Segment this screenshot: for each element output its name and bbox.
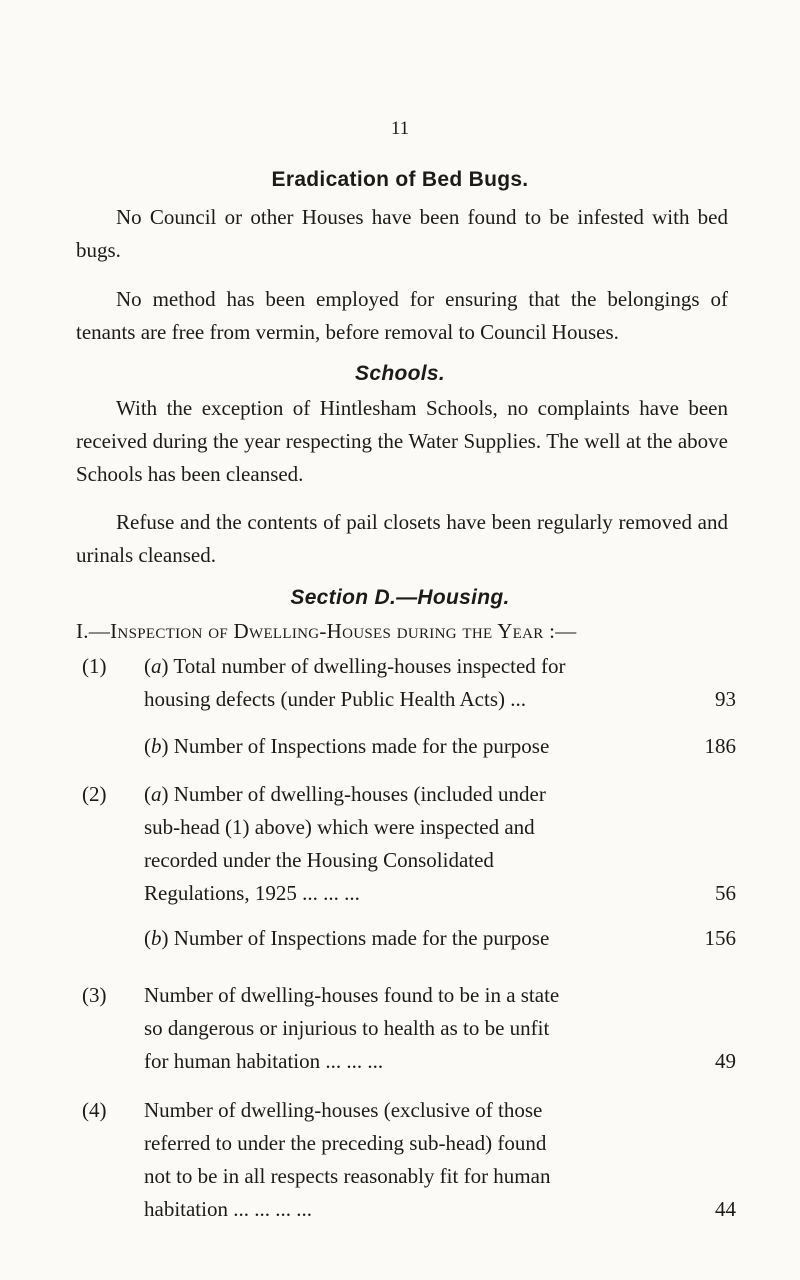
item-text-line: (b) Number of Inspections made for the purpose: [144, 734, 550, 758]
item-text-line: habitation ... ... ... ...: [144, 1197, 312, 1221]
item-text-line: (a) Total number of dwelling-houses inspected for: [144, 654, 566, 678]
paragraph-schools-2: Refuse and the contents of pail closets have been regularly removed and urinals cleansed.: [76, 510, 728, 567]
item-value: 49: [715, 1049, 736, 1073]
item-value: 186: [704, 734, 736, 758]
paragraph-schools-1: With the exception of Hintlesham Schools, no complaints have been received during the year respecting the Water Supplies. The well at the above Schools has been cleansed.: [76, 396, 728, 486]
item-text-line: (b) Number of Inspections made for the purpose: [144, 926, 550, 950]
heading-bed-bugs: Eradication of Bed Bugs.: [271, 168, 529, 191]
list-item-1a: [76, 650, 736, 720]
paragraph-bed-bugs-2: No method has been employed for ensuring that the belongings of tenants are free from vermin, before removal to Council Houses.: [76, 287, 728, 344]
item-value: 93: [715, 687, 736, 711]
item-text-line: not to be in all respects reasonably fit for human: [144, 1164, 551, 1188]
item-text-line: Number of dwelling-houses (exclusive of those: [144, 1098, 543, 1122]
paragraph-bed-bugs-1: No Council or other Houses have been found to be infested with bed bugs.: [76, 205, 728, 262]
item-number: (2): [82, 782, 107, 806]
item-number: (1): [82, 654, 107, 678]
item-value: 156: [704, 926, 736, 950]
list-item-2a: [76, 778, 736, 914]
item-text-line: so dangerous or injurious to health as to be unfit: [144, 1016, 550, 1040]
list-item-1b: [76, 730, 736, 770]
item-text-line: sub-head (1) above) which were inspected and: [144, 815, 535, 839]
heading-section-d-housing: Section D.—Housing.: [290, 586, 510, 609]
heading-schools: Schools.: [355, 362, 445, 385]
item-number: (4): [82, 1098, 107, 1122]
list-item-3: [76, 979, 736, 1083]
item-text-line: (a) Number of dwelling-houses (included under: [144, 782, 546, 806]
item-value: 56: [715, 881, 736, 905]
item-text-line: housing defects (under Public Health Acts) ...: [144, 687, 526, 711]
item-text-line: Number of dwelling-houses found to be in a state: [144, 983, 560, 1007]
item-number: (3): [82, 983, 107, 1007]
item-text-line: recorded under the Housing Consolidated: [144, 848, 494, 872]
list-item-2b: [76, 922, 736, 962]
item-value: 44: [715, 1197, 736, 1221]
item-text-line: for human habitation ... ... ...: [144, 1049, 384, 1073]
item-text-line: Regulations, 1925 ... ... ...: [144, 881, 360, 905]
page-number: 11: [390, 118, 410, 139]
subheading-inspection: I.—Inspection of Dwelling-Houses during the Year :—: [76, 619, 577, 643]
item-text-line: referred to under the preceding sub-head) found: [144, 1131, 547, 1155]
list-item-4: [76, 1094, 736, 1230]
